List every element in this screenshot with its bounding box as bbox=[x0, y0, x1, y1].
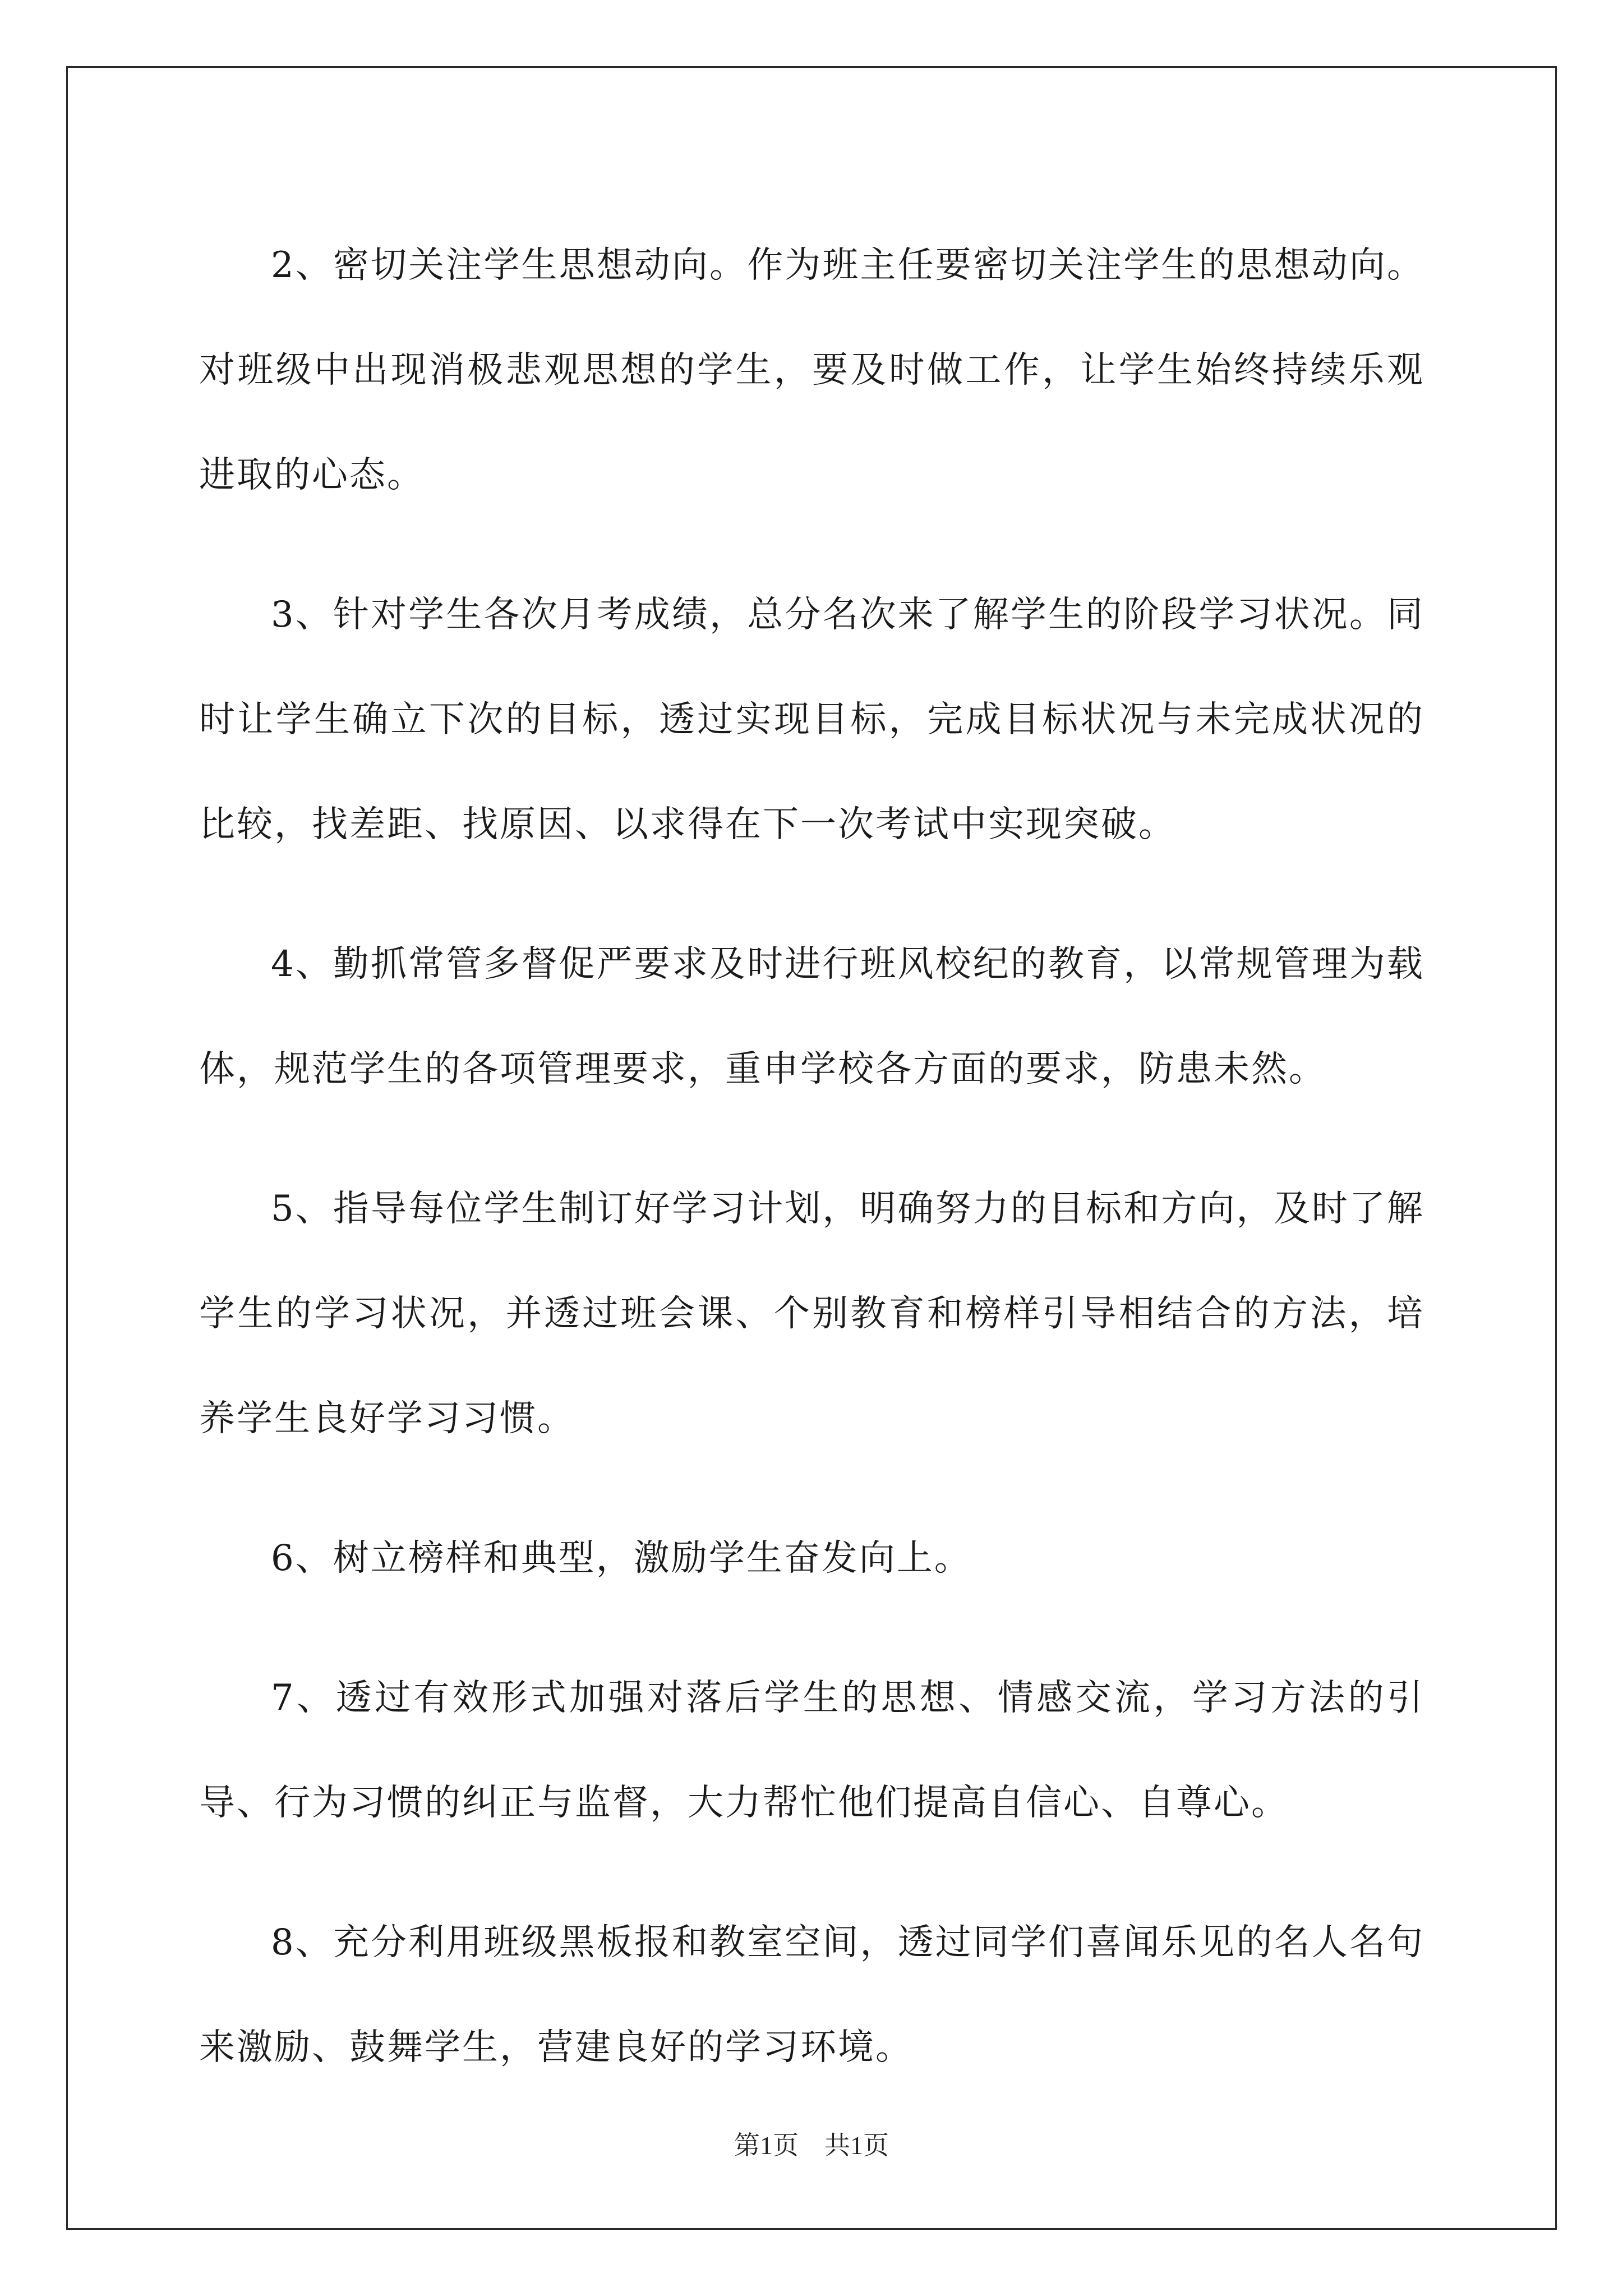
paragraph-2: 2、密切关注学生思想动向。作为班主任要密切关注学生的思想动向。对班级中出现消极悲观思想的学生，要及时做工作，让学生始终持续乐观进取的心态。 bbox=[199, 245, 1424, 496]
page-footer: 第1页 共1页 bbox=[734, 2131, 889, 2160]
paragraph-5: 5、指导每位学生制订好学习计划，明确努力的目标和方向，及时了解学生的学习状况，并透过班会课、个别教育和榜样引导相结合的方法，培养学生良好学习习惯。 bbox=[199, 1188, 1424, 1439]
document-body bbox=[199, 213, 1424, 2135]
paragraph-8: 8、充分利用班级黑板报和教室空间，透过同学们喜闻乐见的名人名句来激励、鼓舞学生，营建良好的学习环境。 bbox=[199, 1922, 1424, 2068]
paragraph-6: 6、树立榜样和典型，激励学生奋发向上。 bbox=[271, 1538, 972, 1579]
paragraph-7: 7、透过有效形式加强对落后学生的思想、情感交流，学习方法的引导、行为习惯的纠正与监督，大力帮忙他们提高自信心、自尊心。 bbox=[199, 1677, 1424, 1824]
paragraph-3: 3、针对学生各次月考成绩，总分名次来了解学生的阶段学习状况。同时让学生确立下次的目标，透过实现目标，完成目标状况与未完成状况的比较，找差距、找原因、以求得在下一次考试中实现突破。 bbox=[199, 594, 1424, 845]
paragraph-4: 4、勤抓常管多督促严要求及时进行班风校纪的教育，以常规管理为载体，规范学生的各项管理要求，重申学校各方面的要求，防患未然。 bbox=[199, 944, 1424, 1090]
